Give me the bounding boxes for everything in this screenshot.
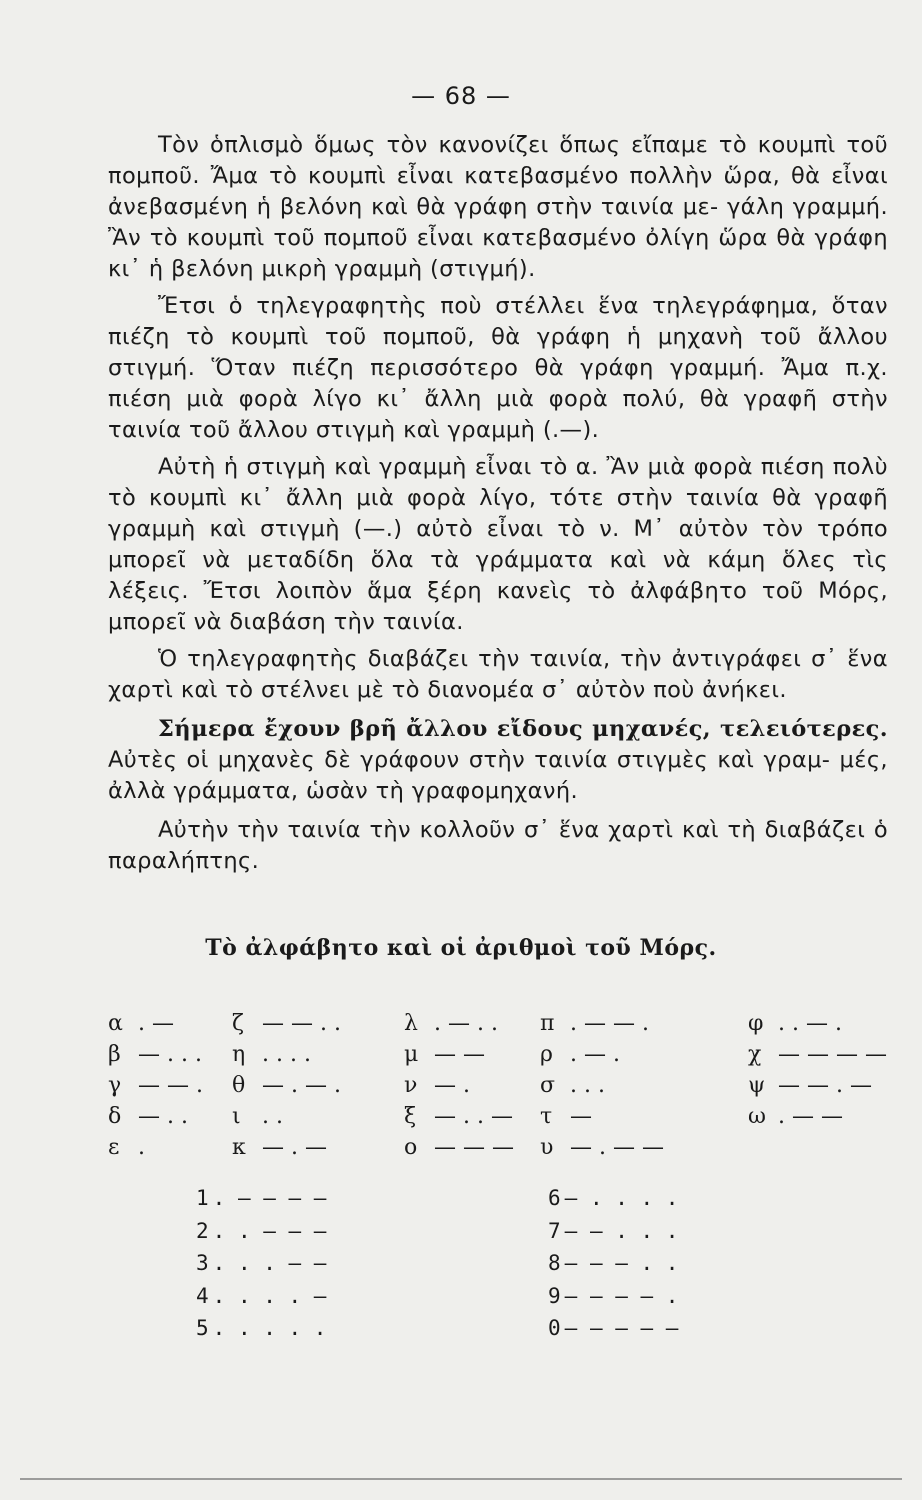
page-bottom-rule (20, 1478, 902, 1480)
morse-code: — — — — (778, 1042, 887, 1067)
morse-entry (540, 1101, 664, 1132)
morse-letter: ξ (404, 1104, 417, 1129)
morse-letter: π (540, 1011, 555, 1036)
morse-digit: 0 (548, 1316, 561, 1340)
text-line: ὀλίγη ὥρα θὰ γράφη κι᾽ ἡ βελόνη μικρὴ γραμμὴ (στιγμή). (108, 225, 888, 282)
morse-entry (748, 1101, 887, 1132)
text-line: τὶς λέξεις. Ἔτσι λοιπὸν ἅμα ξέρη κανεὶς τὸ ἀλφάβητο τοῦ (108, 547, 888, 604)
morse-entry (540, 1039, 664, 1070)
morse-letter: κ (232, 1135, 246, 1160)
morse-entry (232, 1070, 341, 1101)
morse-code: . . — . (778, 1011, 842, 1036)
morse-letter: ο (404, 1135, 418, 1160)
morse-letter: τ (540, 1104, 553, 1129)
text-line: πιέζη τὸ κουμπὶ τοῦ πομποῦ, θὰ γράφη ἡ μηχανὴ τοῦ ἄλλου (108, 324, 888, 350)
morse-number-entry (548, 1280, 678, 1313)
morse-entry (404, 1008, 514, 1039)
morse-letter: ε (108, 1135, 120, 1160)
morse-letter: α (108, 1011, 123, 1036)
morse-entry (232, 1101, 341, 1132)
morse-entry (108, 1101, 203, 1132)
morse-digit: 4 (196, 1283, 209, 1308)
morse-letter: ζ (232, 1011, 244, 1036)
morse-numbers-right (548, 1182, 678, 1345)
morse-code: . . . . (262, 1042, 311, 1067)
morse-code: — — . (138, 1073, 203, 1098)
text-line: τρόπο μπορεῖ νὰ μεταδίδη ὅλα τὰ γράμματα καὶ νὰ κάμη ὅλες (108, 516, 888, 573)
text-line: τοῦ πομποῦ. Ἄμα τὸ κουμπὶ εἶναι κατεβασμένο πολλὴν ὥρα, (108, 132, 888, 189)
morse-letter: θ (232, 1073, 246, 1098)
morse-code: . . (262, 1104, 283, 1129)
text-line: Σήμερα ἔχουν βρῆ ἄλλου εἴδους μηχανές, τελειότερες. (158, 716, 888, 742)
morse-entry (108, 1008, 203, 1039)
morse-letter: φ (748, 1011, 764, 1036)
morse-entry (540, 1070, 664, 1101)
morse-code: — — — — . (564, 1283, 679, 1308)
text-line: Ἔτσι ὁ τηλεγραφητὴς ποὺ στέλλει ἕνα τηλεγράφημα, ὅταν (158, 293, 888, 319)
morse-code: — — . . (262, 1011, 341, 1036)
morse-code: . . . — — (212, 1251, 327, 1275)
morse-code: — — . . . (564, 1218, 679, 1243)
morse-code: — — . — (778, 1073, 872, 1098)
text-line: Αὐτὴ ἡ στιγμὴ καὶ γραμμὴ εἶναι τὸ α. Ἂν μιὰ φορὰ πιέση (158, 454, 825, 480)
morse-code: . — . . (434, 1011, 498, 1036)
morse-entry (748, 1070, 887, 1101)
morse-code: . — — (778, 1104, 843, 1129)
morse-column (108, 1008, 203, 1163)
text-line: πολὺ τὸ κουμπὶ κι᾽ ἄλλη μιὰ φορὰ λίγο, τότε στὴν ταινία θὰ (108, 454, 888, 511)
paragraph-2 (108, 291, 888, 446)
text-line: γραφῆ γραμμὴ καὶ στιγμὴ (—.) αὐτὸ εἶναι τὸ ν. Μ᾽ αὐτὸν τὸν (108, 485, 888, 542)
morse-code: . — — — — (212, 1186, 327, 1210)
morse-code: — . — (262, 1135, 327, 1160)
morse-numbers-left (196, 1182, 326, 1345)
paragraph-6 (108, 815, 888, 877)
morse-entry (232, 1039, 341, 1070)
morse-code: . . — — — (212, 1218, 327, 1243)
morse-number-entry (548, 1215, 678, 1248)
text-line: Αὐτὲς οἱ μηχανὲς δὲ γράφουν στὴν ταινία στιγμὲς καὶ γραμ- (108, 747, 831, 773)
morse-number-entry (196, 1312, 326, 1345)
morse-code: — . — — (570, 1135, 664, 1160)
text-line: ὁ παραλήπτης. (108, 817, 889, 874)
morse-entry (108, 1070, 203, 1101)
paragraph-3 (108, 452, 888, 638)
morse-letter: β (108, 1042, 121, 1067)
morse-entry (232, 1132, 341, 1163)
morse-code: — . (434, 1073, 470, 1098)
morse-column (748, 1008, 887, 1132)
morse-entry (404, 1101, 514, 1132)
morse-letter: ρ (540, 1042, 553, 1067)
morse-code: . . . . . (212, 1316, 327, 1340)
morse-letter: χ (748, 1042, 762, 1067)
morse-code: — — — . . (564, 1251, 679, 1275)
morse-number-entry (196, 1247, 326, 1280)
morse-digit: 2 (196, 1218, 209, 1243)
morse-entry (748, 1008, 887, 1039)
morse-code: — . — . (262, 1073, 341, 1098)
page-number: — 68 — (411, 82, 511, 110)
text-line: πιέση μιὰ φορὰ λίγο κι᾽ ἄλλη μιὰ φορὰ πολύ, θὰ γραφῆ στὴν (108, 386, 888, 412)
morse-column (540, 1008, 664, 1163)
paragraph-5 (108, 714, 888, 807)
morse-column (232, 1008, 341, 1163)
morse-code: . . . (570, 1073, 605, 1098)
text-line: γάλη γραμμή. Ἂν τὸ κουμπὶ τοῦ πομποῦ εἶναι κατεβασμένο (108, 194, 888, 251)
morse-number-entry (196, 1182, 326, 1215)
morse-entry (108, 1039, 203, 1070)
body-text (108, 130, 888, 877)
morse-column (404, 1008, 514, 1163)
paragraph-4 (108, 644, 888, 706)
morse-letter: ω (748, 1104, 766, 1129)
morse-code: . — (138, 1011, 174, 1036)
text-line: μές, ἀλλὰ γράμματα, ὡσὰν τὴ γραφομηχανή. (108, 747, 888, 804)
morse-letter: ν (404, 1073, 418, 1098)
morse-entry (540, 1008, 664, 1039)
morse-entry (748, 1039, 887, 1070)
morse-number-entry (548, 1247, 678, 1280)
morse-number-entry (548, 1312, 678, 1345)
morse-entry (232, 1008, 341, 1039)
text-line: χαρτὶ καὶ τὸ στέλνει μὲ τὸ διανομέα σ᾽ αὐτὸν ποὺ ἀνήκει. (108, 677, 787, 703)
text-line: στιγμή. Ὅταν πιέζη περισσότερο θὰ γράφη γραμμή. Ἄμα π.χ. (108, 355, 888, 381)
morse-digit: 7 (548, 1218, 561, 1243)
morse-code: — — — (434, 1135, 514, 1160)
morse-code: — — — — — (564, 1316, 679, 1340)
morse-number-entry (196, 1280, 326, 1313)
paragraph-1 (108, 130, 888, 285)
morse-code: — (570, 1104, 592, 1129)
morse-digit: 5 (196, 1316, 209, 1340)
morse-letter: ι (232, 1104, 241, 1129)
morse-letter: η (232, 1042, 246, 1067)
morse-entry (540, 1132, 664, 1163)
morse-digit: 1 (196, 1186, 209, 1210)
morse-code: — . . (138, 1104, 188, 1129)
morse-code: . . . . — (212, 1283, 327, 1308)
text-line: Μόρς, μπορεῖ νὰ διαβάση τὴν ταινία. (108, 578, 889, 635)
morse-code: . — . (570, 1042, 620, 1067)
morse-number-entry (548, 1182, 678, 1215)
text-line: ταινία τοῦ ἄλλου στιγμὴ καὶ γραμμὴ (.—). (108, 417, 600, 443)
morse-entry (108, 1132, 203, 1163)
morse-digit: 9 (548, 1283, 561, 1308)
morse-digit: 3 (196, 1251, 209, 1275)
morse-entry (404, 1132, 514, 1163)
text-line: Αὐτὴν τὴν ταινία τὴν κολλοῦν σ᾽ ἕνα χαρτὶ καὶ τὴ διαβάζει (158, 817, 866, 843)
morse-code: . (138, 1135, 145, 1160)
morse-code: — — (434, 1042, 485, 1067)
text-line: Ὁ τηλεγραφητὴς διαβάζει τὴν ταινία, τὴν ἀντιγράφει σ᾽ ἕνα (158, 646, 888, 672)
morse-code: — . . . (138, 1042, 202, 1067)
morse-letter: δ (108, 1104, 122, 1129)
morse-letter: γ (108, 1073, 122, 1098)
morse-code: — . . — (434, 1104, 513, 1129)
text-line: Τὸν ὁπλισμὸ ὅμως τὸν κανονίζει ὅπως εἴπαμε τὸ κουμπὶ (158, 132, 836, 158)
morse-alphabet-table (108, 1008, 898, 1168)
morse-heading: Τὸ ἀλφάβητο καὶ οἱ ἀριθμοὶ τοῦ Μόρς. (205, 935, 717, 961)
morse-digit: 6 (548, 1186, 561, 1210)
text-line: θὰ εἶναι ἀνεβασμένη ἡ βελόνη καὶ θὰ γράφη στὴν ταινία με- (108, 163, 888, 220)
morse-letter: λ (404, 1011, 418, 1036)
morse-code: — . . . . (564, 1186, 679, 1210)
morse-letter: μ (404, 1042, 419, 1067)
morse-number-entry (196, 1215, 326, 1248)
morse-digit: 8 (548, 1251, 561, 1275)
morse-code: . — — . (570, 1011, 649, 1036)
morse-entry (404, 1039, 514, 1070)
morse-entry (404, 1070, 514, 1101)
morse-letter: ψ (748, 1073, 766, 1098)
morse-letter: σ (540, 1073, 556, 1098)
morse-letter: υ (540, 1135, 554, 1160)
